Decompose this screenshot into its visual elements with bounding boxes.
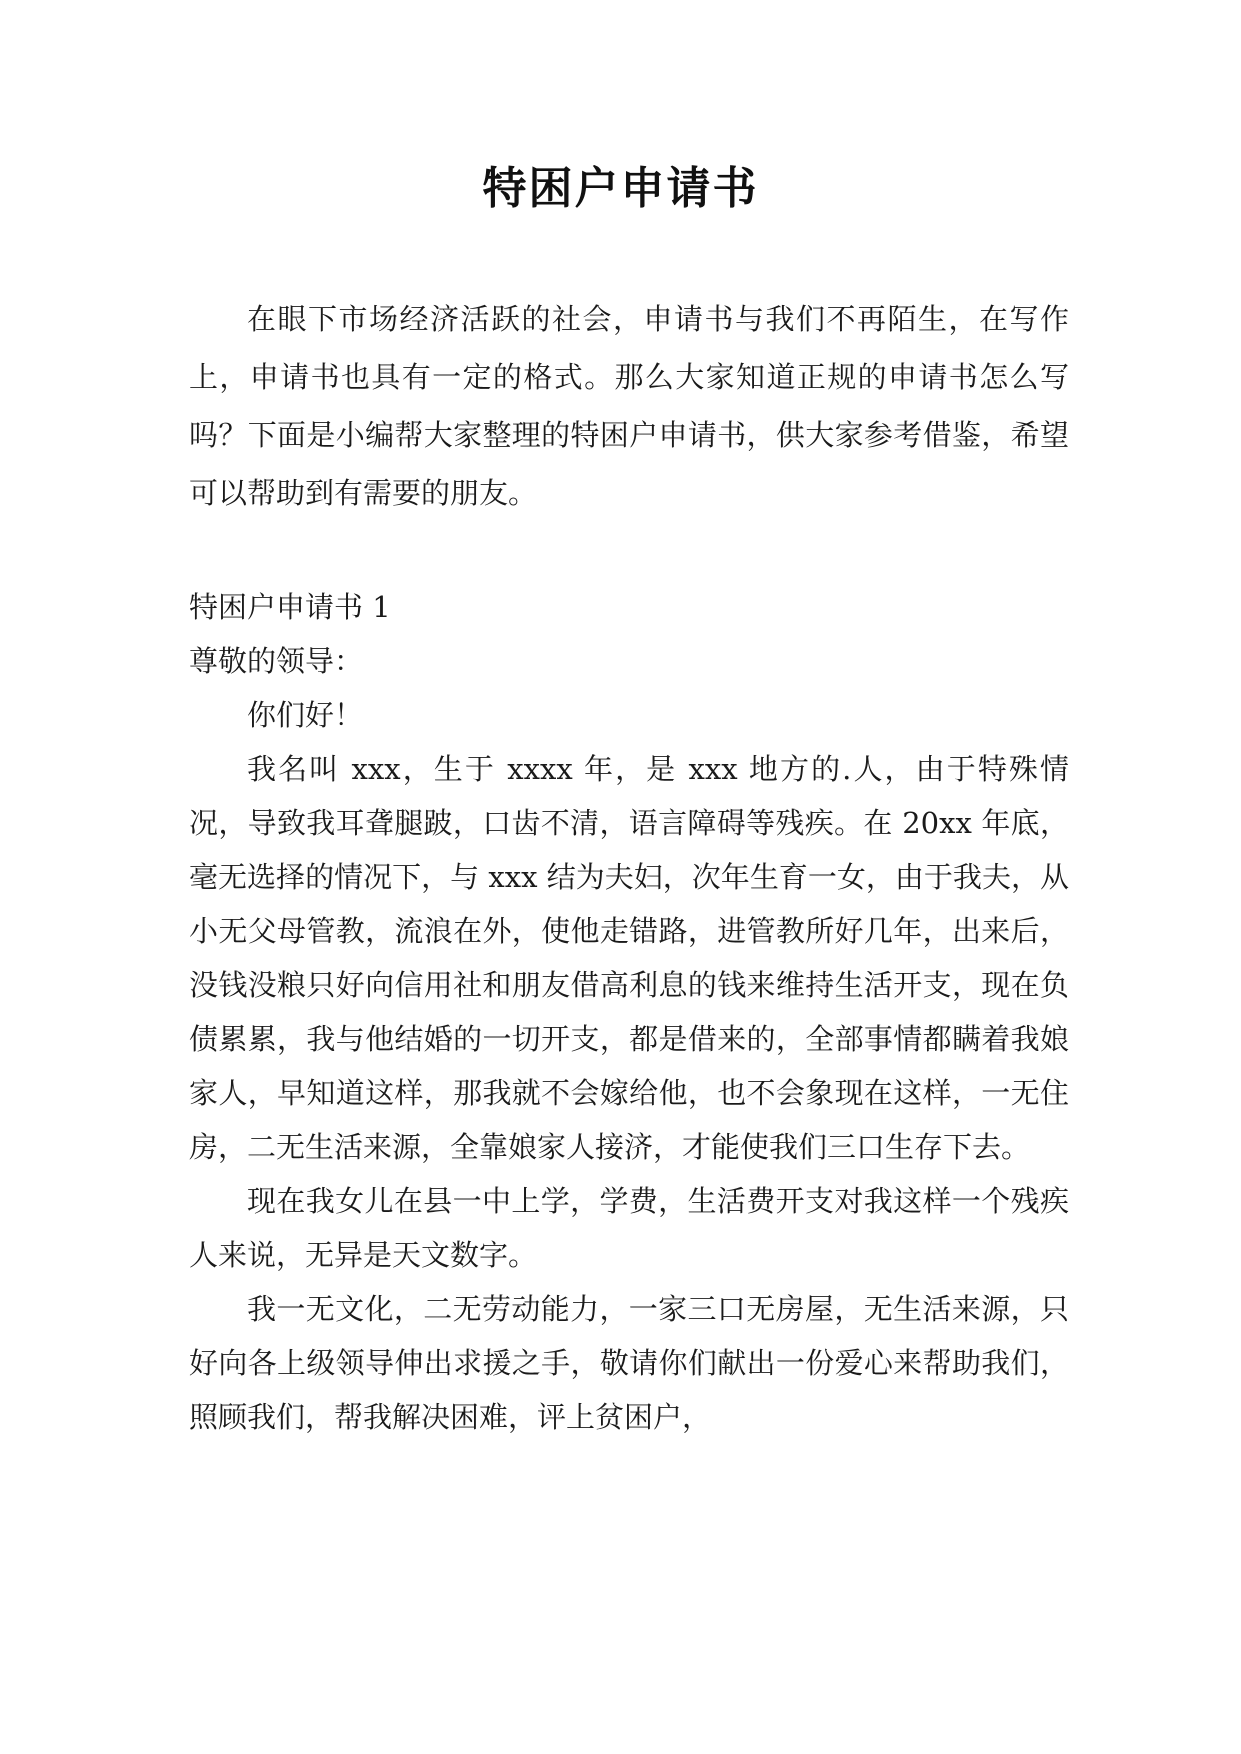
document-body xyxy=(189,290,1069,1444)
document-title: 特困户申请书 xyxy=(482,163,759,214)
body-paragraph: 现在我女儿在县一中上学，学费，生活费开支对我这样一个残疾人来说，无异是天文数字。 xyxy=(189,1184,1069,1272)
intro-paragraph: 在眼下市场经济活跃的社会，申请书与我们不再陌生，在写作上，申请书也具有一定的格式。那么大家知道正规的申请书怎么写吗？下面是小编帮大家整理的特困户申请书，供大家参考借鉴，希望可以帮助到有需要的朋友。 xyxy=(189,302,1069,510)
section-heading: 特困户申请书 1 xyxy=(189,590,391,624)
body-paragraph: 我名叫 xxx，生于 xxxx 年，是 xxx 地方的.人，由于特殊情况，导致我耳聋腿跛，口齿不清，语言障碍等残疾。在 20xx 年底，毫无选择的情况下，与 xxx 结为夫妇，次年生育一女，由于我夫，从小无父母管教，流浪在外，使他走错路，进管教所好几年，出来后，没钱没粮只好向信用社和朋友借高利息的钱来维持生活开支，现在负债累累，我与他结婚的一切开支，都是借来的，全部事情都瞒着我娘家人，早知道这样，那我就不会嫁给他，也不会象现在这样，一无住房，二无生活来源，全靠娘家人接济，才能使我们三口生存下去。 xyxy=(189,752,1069,1164)
greeting: 你们好！ xyxy=(247,698,364,732)
salutation: 尊敬的领导： xyxy=(189,644,364,678)
body-paragraph: 我一无文化，二无劳动能力，一家三口无房屋，无生活来源，只好向各上级领导伸出求援之手，敬请你们献出一份爱心来帮助我们，照顾我们，帮我解决困难，评上贫困户， xyxy=(189,1292,1069,1434)
